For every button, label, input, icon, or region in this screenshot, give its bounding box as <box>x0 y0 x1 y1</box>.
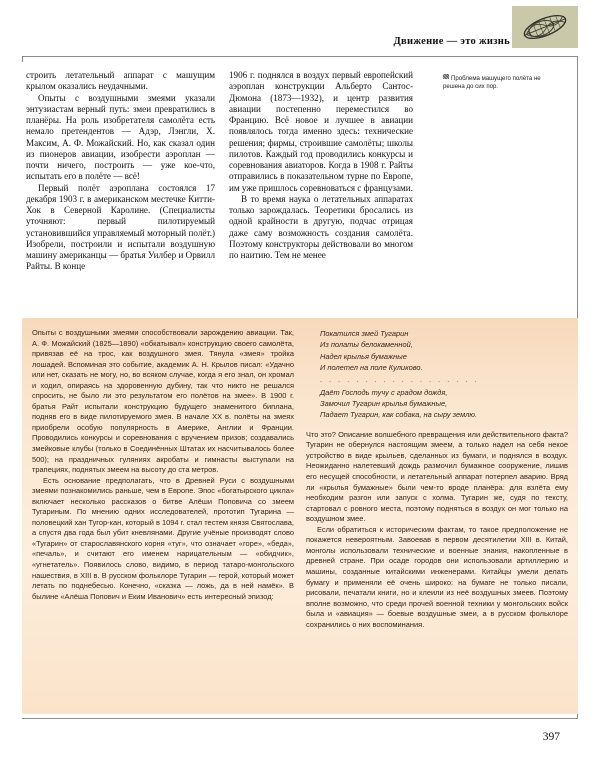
margin-note <box>443 74 555 91</box>
paragraph: строить летательный аппарат с машущим крылом оказались неудачными. <box>26 70 215 92</box>
paragraph: Что это? Описание волшебного превращения или действительного факта? Тугарин не обернулся настоящим змеем, а только надел на себя некое устройство в виде крыльев, сделанных из бумаги, и поднялся в воздух. Неожиданно налетевший дождь размочил бумажное сооружение, лишив его несущей способности, и летательный аппарат потерпел аварию. Вряд ли «крылья бумажные» были чем-то вроде планёра: для взлёта ему необходим разгон или запуск с холма. Тугарин же, судя по тексту, стартовал с ровного места, поэтому подняться в воздух он мог только на воздушном змее. <box>306 429 568 524</box>
note-marker-icon <box>443 74 449 79</box>
margin-note-text: Проблема машущего полёта не решена до сих пор. <box>443 75 541 91</box>
verse-line: Даёт Господь тучу с градом дождя, <box>320 387 448 397</box>
frame-rule-top <box>22 56 578 57</box>
page-number: 397 <box>542 731 560 743</box>
verse-line: Падает Тугарин, как собака, на сыру землю. <box>320 410 478 420</box>
verse-line: Замочил Тугарин крылья бумажные, <box>320 399 448 409</box>
verse-line: И полетел на поле Куликово. <box>320 363 423 373</box>
feature-box <box>22 318 578 714</box>
verse-line: Надел крылья бумажные <box>320 351 407 361</box>
frame-rule-left-stub <box>22 56 23 62</box>
paragraph: Первый полёт аэроплана состоялся 17 декабря 1903 г. в американском местечке Китти-Хок в Северной Каролине. (Специалисты уточняют: первый пилотируемый установившийся управляемый моторный полёт.) Изобрели, построили и испытали воздушную машину американцы — братья Уилбер и Орвилл Райты. В конце <box>26 182 215 272</box>
body-column-1 <box>26 70 215 273</box>
feature-box-column-left <box>32 328 294 602</box>
verse-separator: . . . . . . . . . . . . . . . . . . <box>320 376 480 384</box>
paragraph: Если обратиться к историческим фактам, то такое предположение не покажется невероятным. Завоевав в первом десятилетии XIII в. Китай, монголы использовали технические и военные знания, накопленные в древней стране. При осаде городов они использовали артиллерию и машины, созданные китайскими инженерами. Китайцы умели делать бумагу и применяли её очень широко: на бумаге не только писали, рисовали, печатали книги, но и клеили из неё воздушных змеев. Поэтому вполне возможно, что среди прочей военной техники у монгольских войск была и «авиация» — боевые воздушные змеи, а в русском фольклоре сохранились о них воспоминания. <box>306 524 568 629</box>
verse-line: Из полаты белокаменной, <box>320 340 413 350</box>
paragraph: Есть основание предполагать, что в Древней Руси с воздушными змеями познакомились раньше, чем в Европе. Эпос «богатырского цикла» включает несколько рассказов о битве Алёши Поповича со змеем Тугариным. По мнению одних исследователей, прототип Тугарина — половецкий хан Тугор-кан, который в 1094 г. стал тестем князя Святослава, а спустя два года был убит кневлянами. Другие учёные производят слово «Тугарин» от старославянского корня «туг», что означает «горе», «беда», «печаль», и считают его именем нарицательным — «обидчик», «угнетатель». Появилось слово, видимо, в период татаро-монгольского нашествия, в XIII в. В русском фольклоре Тугарин — герой, который может летать по поднебесью. Конечно, «сказка — ложь, да в ней намёк». В былине «Алёша Попович и Еким Иванович» есть интересный эпизод: <box>32 475 294 601</box>
body-columns <box>26 70 572 312</box>
feature-box-prose <box>306 430 568 630</box>
running-head: Движение — это жизнь <box>393 36 510 47</box>
paragraph: Опыты с воздушными змеями указали энтузиастам верный путь: змеи превратились в планёры. На роль изобретателя самолёта есть немало претендентов — Адэр, Лэнгли, Х. Максим, А. Ф. Можайский. Но, как сказал один из пионеров авиации, изобрести аэроплан — почти ничего, построить — уже кое-что, испытать его в полёте — всё! <box>26 92 215 182</box>
paragraph: Опыты с воздушными змеями способствовали зарождению авиации. Так, А. Ф. Можайский (1825—1890) «обкатывал» конструкцию своего самолёта, привязав её на трос, как воздушного змея. Тянула «змея» тройка лошадей. Вспоминая это событие, академик А. Н. Крылов писал: «Удачно или нет, сказать не могу, но, во всяком случае, когда я его знал, он хромал и ходил, опираясь на здоровенную дубину, так что никто не решался спросить, не было ли это результатом его полётов на змее». В 1900 г. братья Райт испытали конструкцию будущего знаменитого биплана, подняв его в виде пилотируемого змея. В начале XX в. полёты на змеях приобрели особую популярность в Америке, Англии и Франции. Проводились конкурсы и соревнования с вручением призов; создавались змейковые клубы (только в Соединённых Штатах их насчитывалось более 500); на праздничных гуляниях акробаты и гимнасты выступали на трапециях, поднятых змеем на высоту до ста метров. <box>32 328 294 475</box>
paragraph: 1906 г. поднялся в воздух первый европейский аэроплан конструкции Альберто Сантос-Дюмона (1873—1932), и центр развития авиации постепенно переместился во Францию. Всё новое и лучшее в авиации появлялось тогда именно здесь: технические решения; фирмы, строившие самолёты; школы пилотов. Каждый год проводились конкурсы и соревнования авиаторов. Когда в 1908 г. Райты отправились в показательном турне по Европе, им уже пришлось соревноваться с французами. <box>229 70 413 193</box>
winged-kite-sketch-icon <box>512 6 578 48</box>
verse-line: Покатился змей Тугарин <box>320 329 409 338</box>
verse-block-1 <box>320 328 568 374</box>
frame-rule-bottom <box>22 718 578 719</box>
paragraph: В то время наука о летательных аппаратах только зарождалась. Теоретики бросались из одной крайности в другую, подчас отрицая даже саму возможность создания самолёта. Поэтому конструкторы действовали во многом по наитию. Тем не менее <box>229 193 413 260</box>
body-column-2 <box>229 70 413 261</box>
feature-box-column-right <box>306 328 568 630</box>
verse-block-2 <box>320 387 568 421</box>
